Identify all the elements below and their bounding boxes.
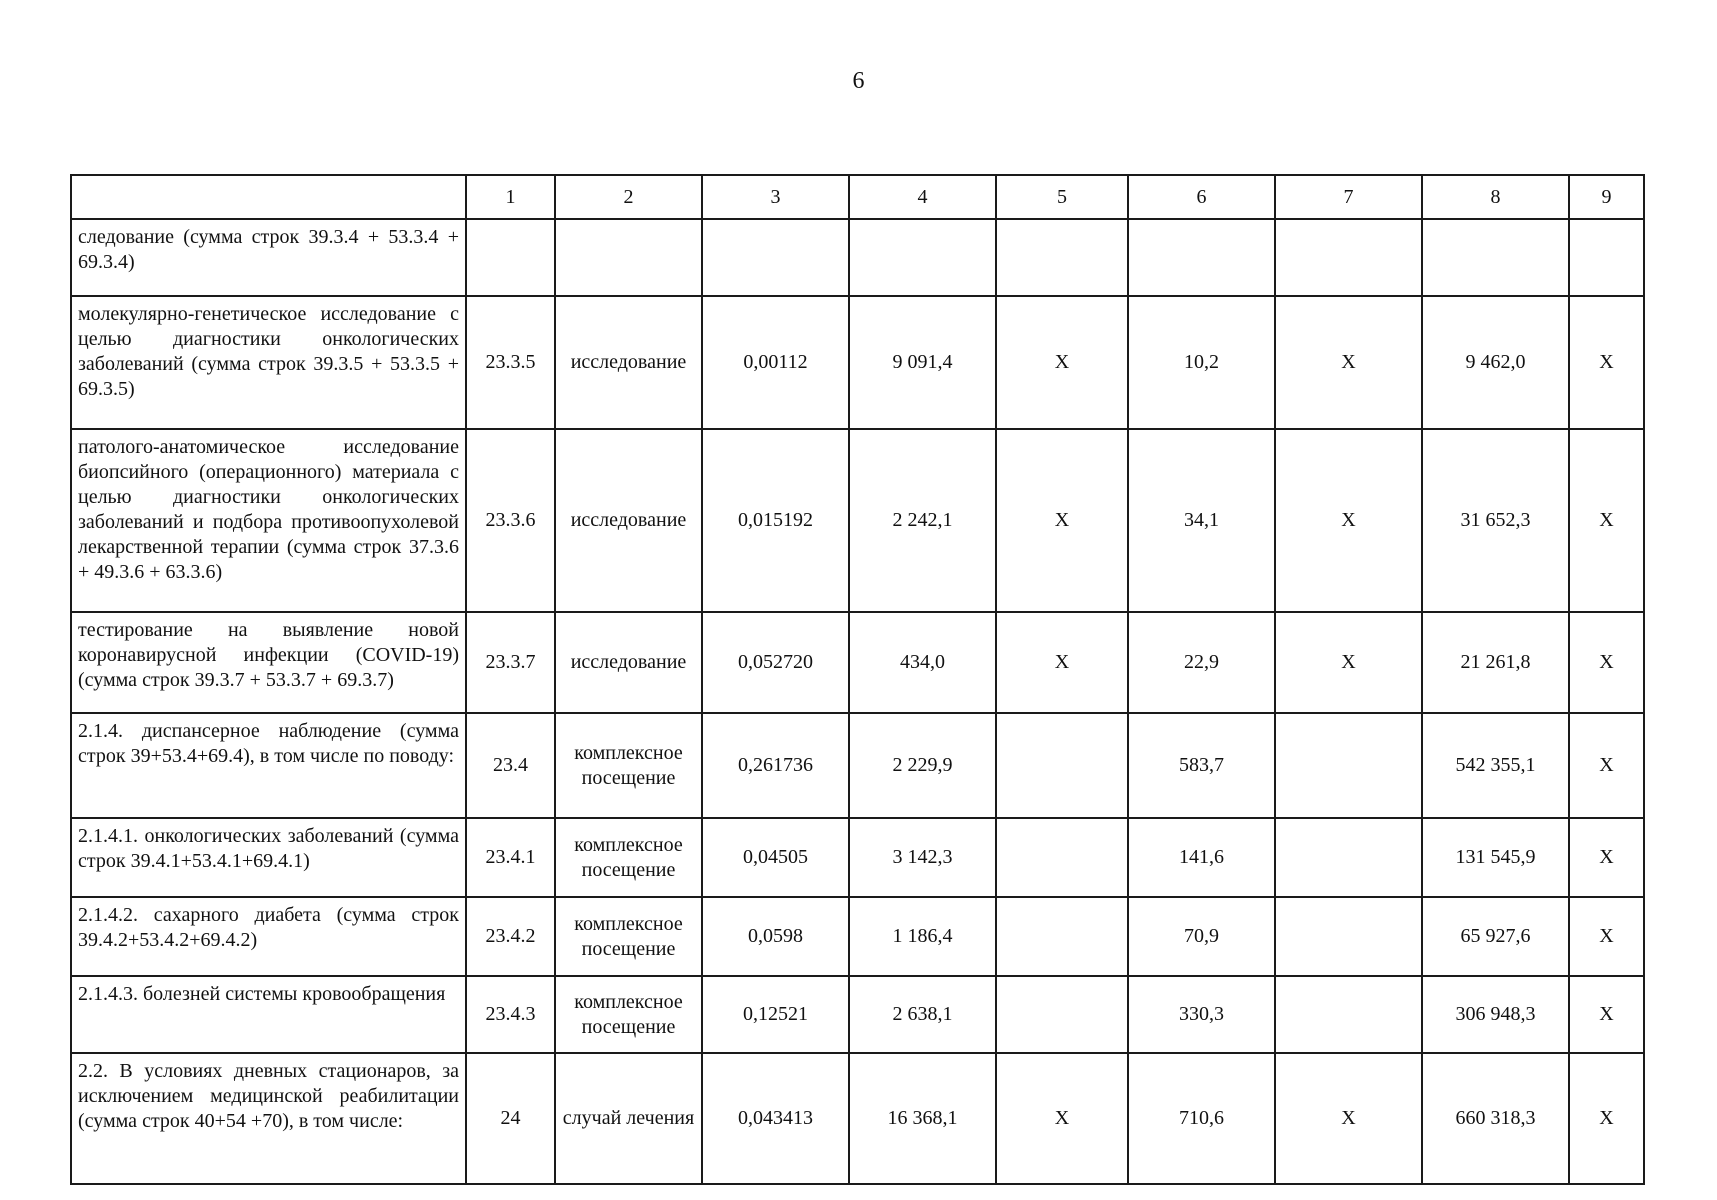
row-value-4: 9 091,4 xyxy=(849,296,996,429)
header-cell: 7 xyxy=(1275,175,1422,219)
row-description: 2.1.4. диспансерное наблюдение (сумма строк 39+53.4+69.4), в том числе по поводу: xyxy=(71,713,466,818)
row-value-4: 2 242,1 xyxy=(849,429,996,612)
row-description: 2.1.4.2. сахарного диабета (сумма строк 39.4.2+53.4.2+69.4.2) xyxy=(71,897,466,976)
header-cell: 5 xyxy=(996,175,1128,219)
row-value-3: 0,12521 xyxy=(702,976,849,1053)
table-header-row xyxy=(71,175,1644,219)
row-value-8: 21 261,8 xyxy=(1422,612,1569,713)
row-value-9 xyxy=(1569,219,1644,296)
row-unit: случай лечения xyxy=(555,1053,702,1184)
header-cell: 9 xyxy=(1569,175,1644,219)
row-value-7: X xyxy=(1275,612,1422,713)
table-row xyxy=(71,429,1644,612)
row-code: 23.3.7 xyxy=(466,612,555,713)
row-value-8 xyxy=(1422,219,1569,296)
row-value-7: X xyxy=(1275,1053,1422,1184)
row-value-6: 10,2 xyxy=(1128,296,1275,429)
row-value-9: X xyxy=(1569,897,1644,976)
row-unit: комплексное посещение xyxy=(555,818,702,897)
row-value-5: X xyxy=(996,429,1128,612)
table-row xyxy=(71,1053,1644,1184)
row-value-8: 660 318,3 xyxy=(1422,1053,1569,1184)
row-description: тестирование на выявление новой коронавирусной инфекции (COVID-19) (сумма строк 39.3.7 + 53.3.7 + 69.3.7) xyxy=(71,612,466,713)
table-row xyxy=(71,818,1644,897)
row-value-6 xyxy=(1128,219,1275,296)
row-unit: комплексное посещение xyxy=(555,713,702,818)
row-value-7 xyxy=(1275,976,1422,1053)
row-unit: исследование xyxy=(555,429,702,612)
row-value-5 xyxy=(996,897,1128,976)
row-value-5: X xyxy=(996,612,1128,713)
row-value-6: 34,1 xyxy=(1128,429,1275,612)
row-value-7 xyxy=(1275,219,1422,296)
header-cell: 3 xyxy=(702,175,849,219)
table-row xyxy=(71,296,1644,429)
row-description: 2.1.4.3. болезней системы кровообращения xyxy=(71,976,466,1053)
row-code: 24 xyxy=(466,1053,555,1184)
header-cell xyxy=(71,175,466,219)
row-value-3: 0,04505 xyxy=(702,818,849,897)
row-value-6: 70,9 xyxy=(1128,897,1275,976)
row-value-5: X xyxy=(996,296,1128,429)
row-value-7: X xyxy=(1275,429,1422,612)
row-value-9: X xyxy=(1569,818,1644,897)
row-value-7 xyxy=(1275,713,1422,818)
row-value-3: 0,043413 xyxy=(702,1053,849,1184)
page-number: 6 xyxy=(852,68,865,94)
row-value-6: 22,9 xyxy=(1128,612,1275,713)
row-value-6: 141,6 xyxy=(1128,818,1275,897)
table-row xyxy=(71,976,1644,1053)
row-value-3: 0,00112 xyxy=(702,296,849,429)
row-code: 23.4 xyxy=(466,713,555,818)
row-value-9: X xyxy=(1569,1053,1644,1184)
table-row xyxy=(71,897,1644,976)
header-cell: 2 xyxy=(555,175,702,219)
row-description: 2.1.4.1. онкологических заболеваний (сумма строк 39.4.1+53.4.1+69.4.1) xyxy=(71,818,466,897)
row-code: 23.4.2 xyxy=(466,897,555,976)
row-description: следование (сумма строк 39.3.4 + 53.3.4 + 69.3.4) xyxy=(71,219,466,296)
row-code: 23.3.5 xyxy=(466,296,555,429)
row-value-4: 2 229,9 xyxy=(849,713,996,818)
row-value-9: X xyxy=(1569,713,1644,818)
row-value-9: X xyxy=(1569,612,1644,713)
row-value-6: 330,3 xyxy=(1128,976,1275,1053)
row-value-7 xyxy=(1275,818,1422,897)
row-value-3: 0,261736 xyxy=(702,713,849,818)
row-value-8: 131 545,9 xyxy=(1422,818,1569,897)
row-value-4: 2 638,1 xyxy=(849,976,996,1053)
row-value-6: 583,7 xyxy=(1128,713,1275,818)
row-value-9: X xyxy=(1569,296,1644,429)
row-value-7: X xyxy=(1275,296,1422,429)
row-unit: исследование xyxy=(555,612,702,713)
row-value-3: 0,0598 xyxy=(702,897,849,976)
row-unit xyxy=(555,219,702,296)
row-code xyxy=(466,219,555,296)
row-code: 23.4.1 xyxy=(466,818,555,897)
row-value-9: X xyxy=(1569,976,1644,1053)
row-value-5 xyxy=(996,976,1128,1053)
indicator-table xyxy=(70,174,1645,1185)
header-cell: 4 xyxy=(849,175,996,219)
row-value-4: 16 368,1 xyxy=(849,1053,996,1184)
row-code: 23.3.6 xyxy=(466,429,555,612)
row-value-8: 65 927,6 xyxy=(1422,897,1569,976)
row-unit: исследование xyxy=(555,296,702,429)
row-value-7 xyxy=(1275,897,1422,976)
row-value-5 xyxy=(996,219,1128,296)
table-row xyxy=(71,713,1644,818)
row-value-4: 1 186,4 xyxy=(849,897,996,976)
row-code: 23.4.3 xyxy=(466,976,555,1053)
row-unit: комплексное посещение xyxy=(555,976,702,1053)
table-row xyxy=(71,612,1644,713)
row-value-4: 3 142,3 xyxy=(849,818,996,897)
row-value-6: 710,6 xyxy=(1128,1053,1275,1184)
row-description: патолого-анатомическое исследование биопсийного (операционного) материала с целью диагностики онкологических заболеваний и подбора противоопухолевой лекарственной терапии (сумма строк 37.3.6 + 49.3.6 + 63.3.6) xyxy=(71,429,466,612)
row-value-5 xyxy=(996,818,1128,897)
row-description: молекулярно-генетическое исследование с целью диагностики онкологических заболеваний (сумма строк 39.3.5 + 53.3.5 + 69.3.5) xyxy=(71,296,466,429)
row-value-5 xyxy=(996,713,1128,818)
header-cell: 8 xyxy=(1422,175,1569,219)
row-value-3: 0,015192 xyxy=(702,429,849,612)
table-row xyxy=(71,219,1644,296)
row-description: 2.2. В условиях дневных стационаров, за исключением медицинской реабилитации (сумма строк 40+54 +70), в том числе: xyxy=(71,1053,466,1184)
row-value-3 xyxy=(702,219,849,296)
row-value-8: 9 462,0 xyxy=(1422,296,1569,429)
row-unit: комплексное посещение xyxy=(555,897,702,976)
header-cell: 1 xyxy=(466,175,555,219)
row-value-4: 434,0 xyxy=(849,612,996,713)
header-cell: 6 xyxy=(1128,175,1275,219)
row-value-4 xyxy=(849,219,996,296)
row-value-9: X xyxy=(1569,429,1644,612)
row-value-8: 542 355,1 xyxy=(1422,713,1569,818)
row-value-5: X xyxy=(996,1053,1128,1184)
row-value-8: 306 948,3 xyxy=(1422,976,1569,1053)
row-value-8: 31 652,3 xyxy=(1422,429,1569,612)
row-value-3: 0,052720 xyxy=(702,612,849,713)
